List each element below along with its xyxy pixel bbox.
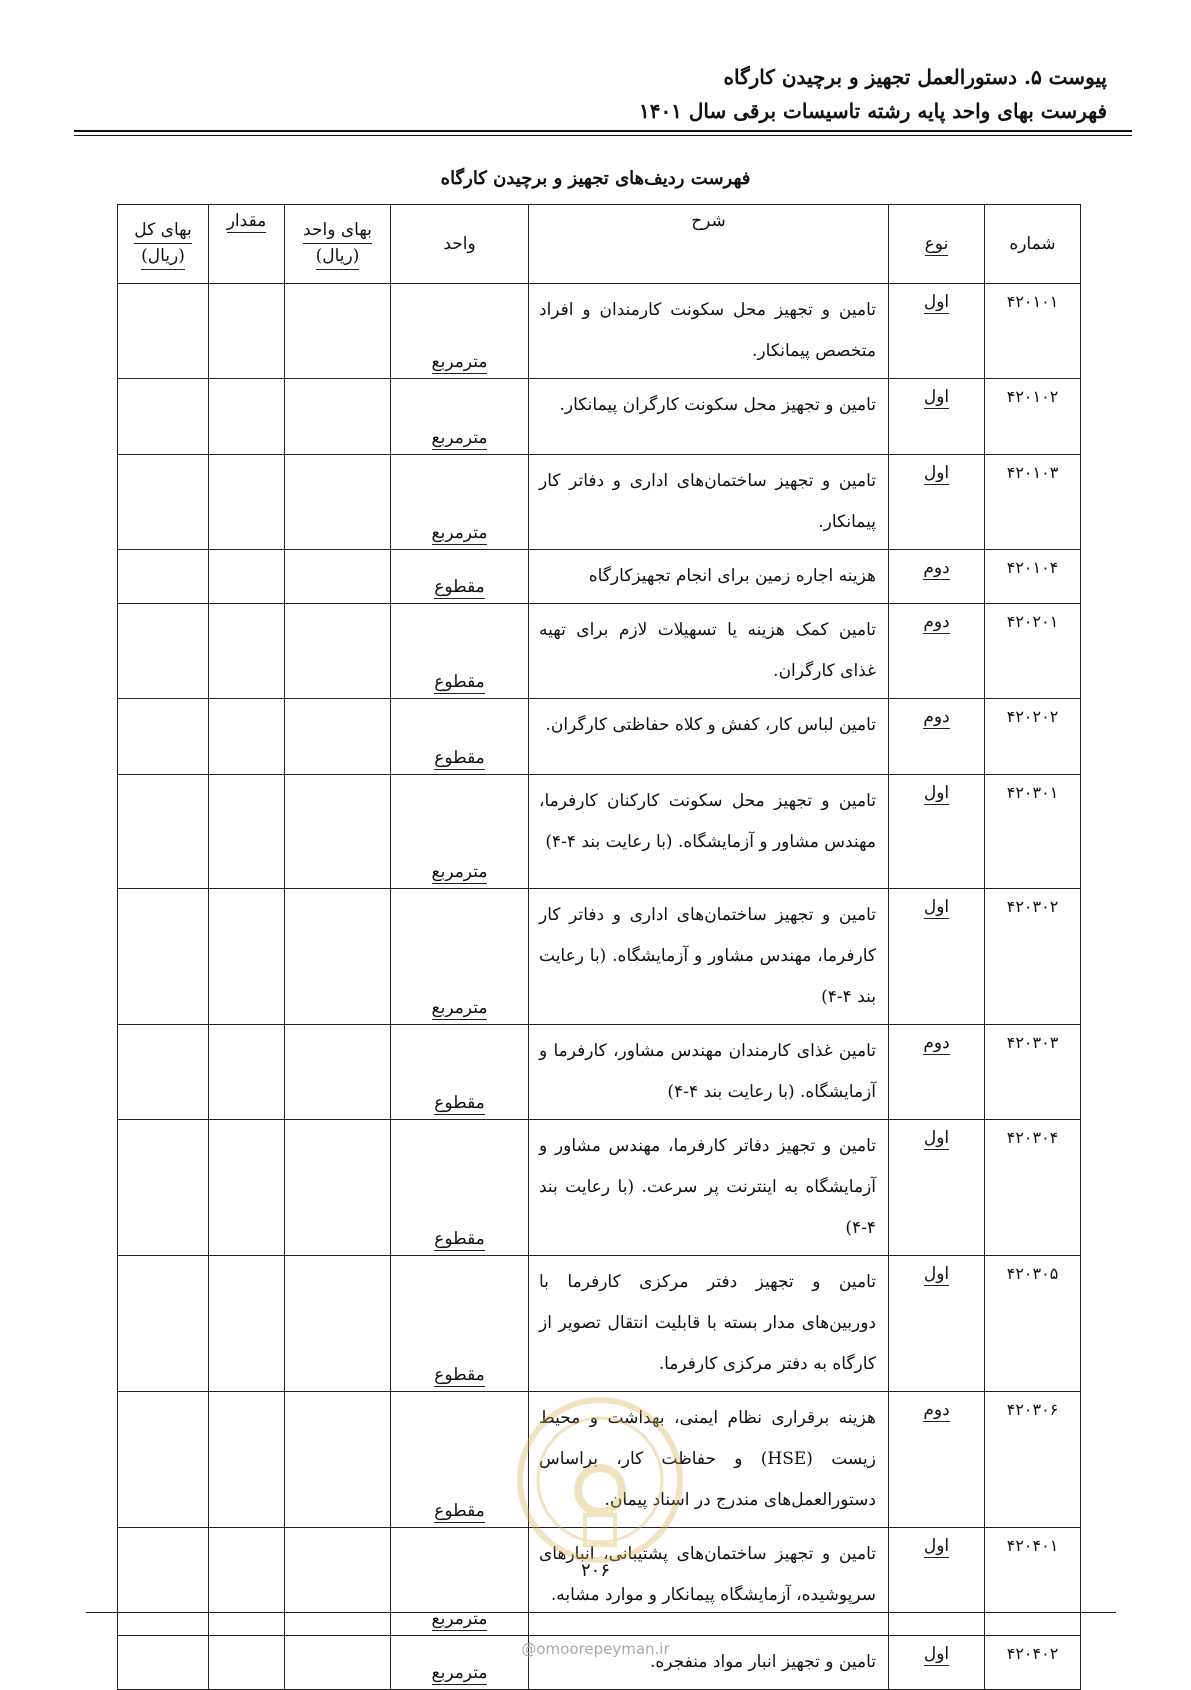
row-total-price <box>118 1120 209 1256</box>
row-type <box>889 284 985 379</box>
row-total-price <box>118 379 209 455</box>
row-description <box>529 1025 889 1120</box>
row-unit-text: مترمربع <box>431 1609 488 1629</box>
row-description-text: تامین و تجهیز ساختمان‌های اداری و دفاتر کار کارفرما، مهندس مشاور و آزمایشگاه. (با رعایت بند ۴-۴) <box>539 905 876 1007</box>
table-row <box>118 1120 1081 1256</box>
table-row <box>118 1256 1081 1392</box>
row-quantity <box>209 889 285 1025</box>
row-unit-price <box>285 455 391 550</box>
page-header <box>639 60 1107 128</box>
row-unit-price <box>285 699 391 775</box>
row-quantity <box>209 775 285 889</box>
row-number-text: ۴۲۰۳۰۵ <box>1006 1264 1059 1283</box>
row-unit-text: مترمربع <box>431 862 488 882</box>
row-unit-price <box>285 284 391 379</box>
row-description <box>529 550 889 604</box>
row-quantity <box>209 284 285 379</box>
col-number-header: شماره <box>985 205 1081 284</box>
row-total-price <box>118 1392 209 1528</box>
header-appendix-title: پیوست ۵. دستورالعمل تجهیز و برچیدن کارگاه <box>723 65 1107 89</box>
footer-rule <box>86 1612 1116 1613</box>
row-unit <box>391 775 529 889</box>
row-unit-price <box>285 1120 391 1256</box>
row-number-text: ۴۲۰۱۰۲ <box>1006 387 1059 406</box>
row-type-text: اول <box>923 783 950 803</box>
row-description-text: هزینه اجاره زمین برای انجام تجهیزکارگاه <box>588 566 876 586</box>
website-watermark: @omoorepeyman.ir <box>521 1640 670 1658</box>
row-unit-price <box>285 379 391 455</box>
row-unit-text: مقطوع <box>434 672 485 692</box>
row-description <box>529 1256 889 1392</box>
row-description-text: تامین و تجهیز ساختمان‌های اداری و دفاتر کار پیمانکار. <box>539 471 876 532</box>
row-number <box>985 889 1081 1025</box>
table-row <box>118 889 1081 1025</box>
row-type <box>889 699 985 775</box>
row-unit-text: مقطوع <box>434 1365 485 1385</box>
row-quantity <box>209 1120 285 1256</box>
row-number-text: ۴۲۰۳۰۲ <box>1006 897 1059 916</box>
row-number <box>985 379 1081 455</box>
row-number <box>985 1120 1081 1256</box>
row-description-text: تامین و تجهیز دفتر مرکزی کارفرما با دوربین‌های مدار بسته با قابلیت انتقال تصویر از کارگاه به دفتر مرکزی کارفرما. <box>539 1272 876 1374</box>
page-number: ۲۰۶ <box>580 1560 610 1581</box>
row-type <box>889 1528 985 1636</box>
row-number-text: ۴۲۰۳۰۳ <box>1006 1033 1059 1052</box>
row-quantity <box>209 550 285 604</box>
row-total-price <box>118 775 209 889</box>
col-unit-price-header: بهای واحد (ریال) <box>285 205 391 284</box>
row-number <box>985 699 1081 775</box>
row-number-text: ۴۲۰۱۰۳ <box>1006 463 1059 482</box>
table-row <box>118 699 1081 775</box>
row-unit <box>391 1025 529 1120</box>
table-row <box>118 455 1081 550</box>
row-description <box>529 1120 889 1256</box>
row-quantity <box>209 699 285 775</box>
row-unit-text: مقطوع <box>434 577 485 597</box>
row-number <box>985 550 1081 604</box>
row-unit-price <box>285 889 391 1025</box>
row-unit <box>391 1256 529 1392</box>
row-type <box>889 379 985 455</box>
row-unit <box>391 604 529 699</box>
header-rule-thick <box>74 130 1132 132</box>
row-total-price <box>118 1025 209 1120</box>
row-unit-text: مترمربع <box>431 428 488 448</box>
row-unit <box>391 889 529 1025</box>
row-description <box>529 455 889 550</box>
row-description <box>529 775 889 889</box>
row-type <box>889 604 985 699</box>
row-unit-price <box>285 1256 391 1392</box>
row-type-text: دوم <box>923 707 950 727</box>
row-description <box>529 699 889 775</box>
row-unit <box>391 1528 529 1636</box>
row-unit-text: مقطوع <box>434 1229 485 1249</box>
row-type <box>889 889 985 1025</box>
row-number-text: ۴۲۰۴۰۱ <box>1006 1536 1059 1555</box>
row-unit-price <box>285 775 391 889</box>
row-total-price <box>118 889 209 1025</box>
row-unit <box>391 284 529 379</box>
row-unit <box>391 379 529 455</box>
row-description-text: تامین لباس کار، کفش و کلاه حفاظتی کارگران. <box>545 715 876 735</box>
row-type-text: دوم <box>923 558 950 578</box>
row-number <box>985 1256 1081 1392</box>
row-unit-price <box>285 550 391 604</box>
row-type-text: دوم <box>923 1033 950 1053</box>
row-unit-text: مقطوع <box>434 1093 485 1113</box>
table-row <box>118 550 1081 604</box>
row-description-text: تامین و تجهیز محل سکونت کارگران پیمانکار. <box>559 395 876 415</box>
table-title: فهرست ردیف‌های تجهیز و برچیدن کارگاه <box>440 168 751 189</box>
table-row <box>118 1025 1081 1120</box>
row-number-text: ۴۲۰۲۰۲ <box>1006 707 1059 726</box>
table-header-row <box>118 205 1081 284</box>
row-unit-text: مقطوع <box>434 748 485 768</box>
row-description <box>529 284 889 379</box>
row-total-price <box>118 699 209 775</box>
row-unit <box>391 550 529 604</box>
row-number <box>985 604 1081 699</box>
row-number-text: ۴۲۰۳۰۱ <box>1006 783 1059 802</box>
row-unit <box>391 699 529 775</box>
row-total-price <box>118 550 209 604</box>
row-description-text: تامین غذای کارمندان مهندس مشاور، کارفرما و آزمایشگاه. (با رعایت بند ۴-۴) <box>539 1041 876 1102</box>
row-description-text: تامین کمک هزینه یا تسهیلات لازم برای تهیه غذای کارگران. <box>539 620 876 681</box>
row-total-price <box>118 455 209 550</box>
col-total-price-header: بهای کل (ریال) <box>118 205 209 284</box>
row-number <box>985 284 1081 379</box>
row-type <box>889 455 985 550</box>
row-number <box>985 455 1081 550</box>
row-type-text: اول <box>923 1644 950 1664</box>
row-unit-text: مترمربع <box>431 523 488 543</box>
row-type <box>889 1392 985 1528</box>
header-rule-thin <box>74 135 1132 136</box>
row-description <box>529 379 889 455</box>
row-type <box>889 1256 985 1392</box>
row-quantity <box>209 1256 285 1392</box>
row-description-text: تامین و تجهیز محل سکونت کارکنان کارفرما، مهندس مشاور و آزمایشگاه. (با رعایت بند ۴-۴) <box>539 791 876 852</box>
table-row <box>118 379 1081 455</box>
row-quantity <box>209 604 285 699</box>
row-description <box>529 889 889 1025</box>
row-number-text: ۴۲۰۲۰۱ <box>1006 612 1059 631</box>
row-number-text: ۴۲۰۴۰۲ <box>1006 1644 1059 1663</box>
row-type-text: اول <box>923 387 950 407</box>
row-description-text: تامین و تجهیز انبار مواد منفجره. <box>649 1652 876 1672</box>
row-quantity <box>209 379 285 455</box>
row-unit-text: مقطوع <box>434 1501 485 1521</box>
row-unit <box>391 455 529 550</box>
row-description <box>529 604 889 699</box>
row-quantity <box>209 1392 285 1528</box>
row-type <box>889 550 985 604</box>
row-number-text: ۴۲۰۱۰۱ <box>1006 292 1059 311</box>
row-type-text: اول <box>923 1128 950 1148</box>
row-number-text: ۴۲۰۳۰۶ <box>1006 1400 1059 1419</box>
row-number-text: ۴۲۰۳۰۴ <box>1006 1128 1059 1147</box>
row-description-text: تامین و تجهیز ساختمان‌های پشتیبانی، انبارهای سرپوشیده، آزمایشگاه پیمانکار و موارد مشابه. <box>539 1544 876 1605</box>
row-type-text: اول <box>923 897 950 917</box>
row-unit-text: مترمربع <box>431 352 488 372</box>
row-number <box>985 1025 1081 1120</box>
row-type <box>889 1025 985 1120</box>
row-total-price <box>118 1528 209 1636</box>
row-description-text: تامین و تجهیز دفاتر کارفرما، مهندس مشاور و آزمایشگاه به اینترنت پر سرعت. (با رعایت بند ۴-۴) <box>539 1136 876 1238</box>
row-description-text: هزینه برقراری نظام ایمنی، بهداشت و محیط زیست (HSE) و حفاظت کار، براساس دستورالعمل‌های مندرج در اسناد پیمان. <box>539 1408 876 1510</box>
row-unit-text: مترمربع <box>431 998 488 1018</box>
header-price-list-title: فهرست بهای واحد پایه رشته تاسیسات برقی سال ۱۴۰۱ <box>638 99 1107 123</box>
row-unit-price <box>285 1392 391 1528</box>
row-number <box>985 1528 1081 1636</box>
row-type-text: اول <box>923 1536 950 1556</box>
row-number <box>985 775 1081 889</box>
row-total-price <box>118 1256 209 1392</box>
row-quantity <box>209 1025 285 1120</box>
row-type-text: دوم <box>923 1400 950 1420</box>
row-type-text: دوم <box>923 612 950 632</box>
row-description-text: تامین و تجهیز محل سکونت کارمندان و افراد متخصص پیمانکار. <box>539 300 876 361</box>
row-unit-text: مترمربع <box>431 1663 488 1683</box>
row-total-price <box>118 284 209 379</box>
col-quantity-header: مقدار <box>209 205 285 284</box>
row-type <box>889 1120 985 1256</box>
table-row <box>118 284 1081 379</box>
row-unit <box>391 1120 529 1256</box>
row-total-price <box>118 604 209 699</box>
col-unit-header: واحد <box>391 205 529 284</box>
row-number <box>985 1392 1081 1528</box>
row-unit <box>391 1392 529 1528</box>
table-row <box>118 604 1081 699</box>
publisher-seal-icon <box>515 1395 685 1565</box>
row-unit-price <box>285 604 391 699</box>
col-type-header: نوع <box>889 205 985 284</box>
row-type-text: اول <box>923 463 950 483</box>
table-row <box>118 775 1081 889</box>
row-quantity <box>209 1528 285 1636</box>
row-number-text: ۴۲۰۱۰۴ <box>1006 558 1059 577</box>
row-type <box>889 775 985 889</box>
row-quantity <box>209 455 285 550</box>
row-type-text: اول <box>923 1264 950 1284</box>
col-description-header: شرح <box>529 205 889 284</box>
row-unit-price <box>285 1025 391 1120</box>
row-unit-price <box>285 1528 391 1636</box>
row-type-text: اول <box>923 292 950 312</box>
